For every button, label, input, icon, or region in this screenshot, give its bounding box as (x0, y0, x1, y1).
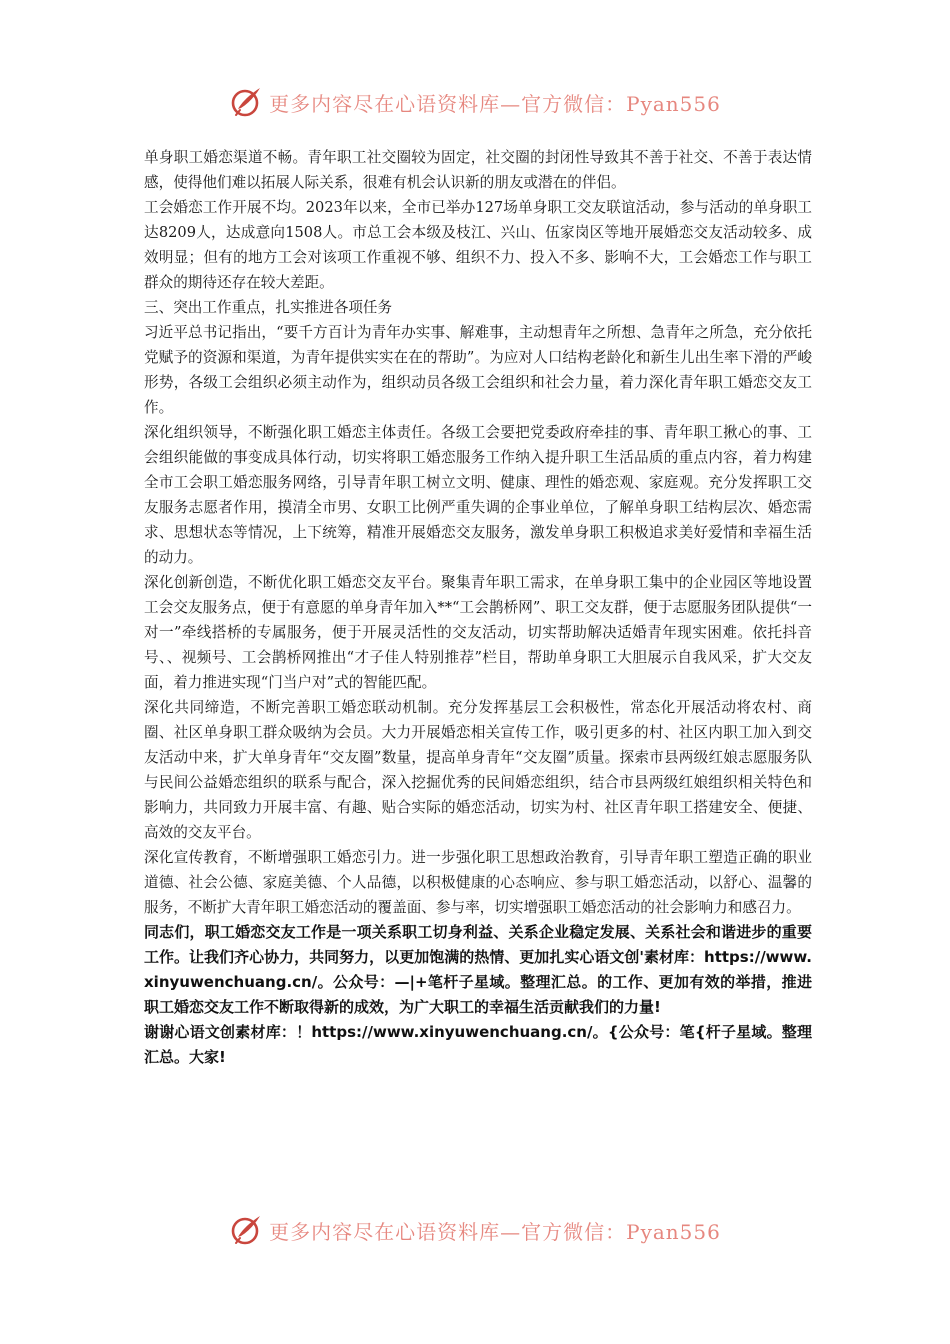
section-heading-3: 三、突出工作重点，扎实推进各项任务 (144, 299, 393, 316)
closing-paragraph: 同志们，职工婚恋交友工作是一项关系职工切身利益、关系企业稳定发展、关系社会和谐进步的重要工作。让我们齐心协力，共同努力，以更加饱满的热情、更加扎实心语文创'素材库：https://www.xinyuwenchuang.cn/。公众号：—|+笔杆子星域。整理汇总。的工作、更加有效的举措，推进职工婚恋交友工作不断取得新的成效，为广大职工的幸福生活贡献我们的力量! (144, 923, 812, 1016)
paragraph-quote: 习近平总书记指出，“要千方百计为青年办实事、解难事，主动想青年之所想、急青年之所急，充分依托党赋予的资源和渠道，为青年提供实实在在的帮助”。为应对人口结构老龄化和新生儿出生率下滑的严峻形势，各级工会组织必须主动作为，组织动员各级工会组织和社会力量，着力深化青年职工婚恋交友工作。 (144, 324, 812, 416)
paragraph-leadership: 深化组织领导，不断强化职工婚恋主体责任。各级工会要把党委政府牵挂的事、青年职工揪心的事、工会组织能做的事变成具体行动，切实将职工婚恋服务工作纳入提升职工生活品质的重点内容，着力构建全市工会职工婚恋服务网络，引导青年职工树立文明、健康、理性的婚恋观、家庭观。充分发挥职工交友服务志愿者作用，摸清全市男、女职工比例严重失调的企事业单位，了解单身职工结构层次、婚恋需求、思想状态等情况，上下统筹，精准开展婚恋交友服务，激发单身职工积极追求美好爱情和幸福生活的动力。 (144, 424, 812, 566)
paragraph-channels: 单身职工婚恋渠道不畅。青年职工社交圈较为固定，社交圈的封闭性导致其不善于社交、不善于表达情感，使得他们难以拓展人际关系，很难有机会认识新的朋友或潜在的伴侣。 (144, 149, 812, 191)
paragraph-cooperation: 深化共同缔造，不断完善职工婚恋联动机制。充分发挥基层工会积极性，常态化开展活动将农村、商圈、社区单身职工群众吸纳为会员。大力开展婚恋相关宣传工作，吸引更多的村、社区内职工加入到交友活动中来，扩大单身青年“交友圈”数量，提高单身青年“交友圈”质量。探索市县两级红娘志愿服务队与民间公益婚恋组织的联系与配合，深入挖掘优秀的民间婚恋组织，结合市县两级红娘组织相关特色和影响力，共同致力开展丰富、有趣、贴合实际的婚恋活动，切实为村、社区青年职工搭建安全、便捷、高效的交友平台。 (144, 699, 812, 841)
thanks-paragraph: 谢谢心语文创素材库：！https://www.xinyuwenchuang.cn/。{公众号：笔{杆子星域。整理汇总。大家! (144, 1023, 812, 1066)
paragraph-innovation: 深化创新创造，不断优化职工婚恋交友平台。聚集青年职工需求，在单身职工集中的企业园区等地设置工会交友服务点，便于有意愿的单身青年加入**“工会鹊桥网”、职工交友群，便于志愿服务团队提供“一对一”牵线搭桥的专属服务，便于开展灵活性的交友活动，切实帮助解决适婚青年现实困难。依托抖音号、、视频号、工会鹊桥网推出“才子佳人特别推荐”栏目，帮助单身职工大胆展示自我风采，扩大交友面，着力推进实现“门当户对”式的智能匹配。 (144, 574, 812, 691)
document-body (144, 145, 812, 1070)
footer-watermark-text: 更多内容尽在心语资料库—官方微信：Pyan556 (269, 1219, 721, 1244)
footer-watermark-banner (0, 1210, 950, 1250)
header-watermark-banner (0, 82, 950, 122)
header-watermark-text: 更多内容尽在心语资料库—官方微信：Pyan556 (269, 91, 721, 116)
quill-logo-icon (229, 1213, 263, 1247)
paragraph-uneven-work: 工会婚恋工作开展不均。2023年以来，全市已举办127场单身职工交友联谊活动，参与活动的单身职工达8209人，达成意向1508人。市总工会本级及枝江、兴山、伍家岗区等地开展婚恋交友活动较多、成效明显；但有的地方工会对该项工作重视不够、组织不力、投入不多、影响不大，工会婚恋工作与职工群众的期待还存在较大差距。 (144, 199, 812, 291)
paragraph-education: 深化宣传教育，不断增强职工婚恋引力。进一步强化职工思想政治教育，引导青年职工塑造正确的职业道德、社会公德、家庭美德、个人品德，以积极健康的心态响应、参与职工婚恋活动，以舒心、温馨的服务，不断扩大青年职工婚恋活动的覆盖面、参与率，切实增强职工婚恋活动的社会影响力和感召力。 (144, 849, 812, 916)
quill-logo-icon (229, 85, 263, 119)
